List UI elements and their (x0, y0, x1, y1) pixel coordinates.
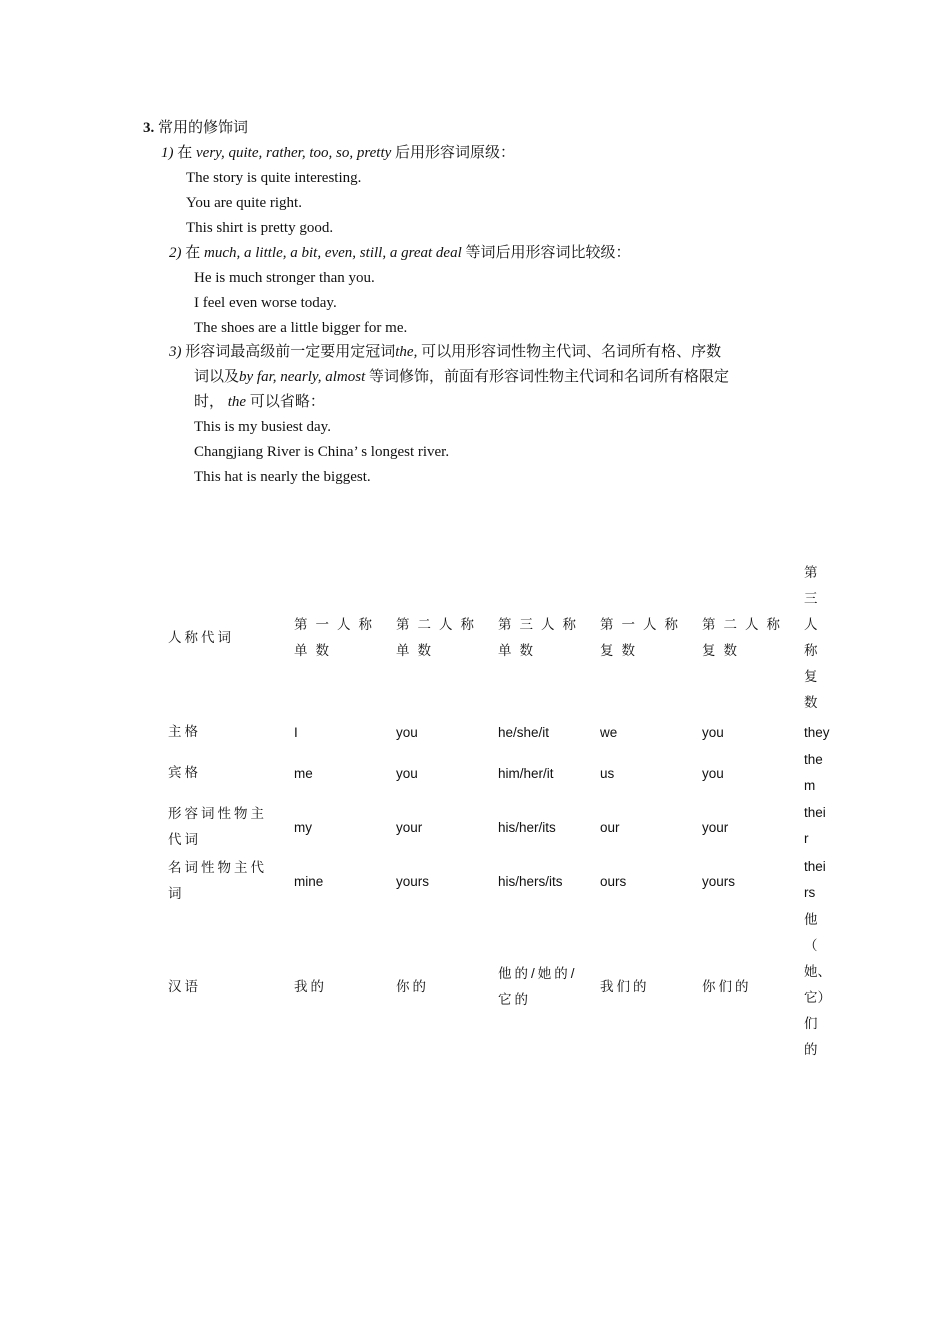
example-sentence: He is much stronger than you. (194, 270, 375, 286)
table-cell: I (294, 725, 298, 740)
item-3-text: 等词修饰，前面有形容词性物主代词和名词所有格限定 (369, 369, 730, 385)
item-3-words: by far, nearly, almost (239, 369, 366, 385)
table-cell-last-column: the m (804, 752, 823, 793)
item-3-text: 词以及 (194, 369, 240, 385)
table-corner-label: 人称代词 (168, 630, 234, 645)
table-cell: me (294, 766, 313, 781)
example-sentence: The shoes are a little bigger for me. (194, 320, 408, 336)
example-sentence: The story is quite interesting. (186, 170, 362, 186)
table-cell-last-column: they (804, 725, 830, 740)
table-cell: your (702, 820, 729, 835)
item-2-lead: 在 (185, 245, 201, 261)
table-cell-last-column: 他 （ 她、 它） 们 的 (804, 912, 831, 1057)
item-3-text: 可以省略： (249, 394, 325, 410)
example-sentence: This shirt is pretty good. (186, 220, 334, 236)
item-1-number: 1) (161, 145, 174, 161)
table-cell: yours (702, 874, 736, 889)
item-3-article: the (227, 394, 247, 410)
example-sentence: Changjiang River is China’ s longest river. (194, 444, 450, 460)
table-cell: you (702, 766, 724, 781)
table-row-label: 主格 (168, 724, 201, 739)
table-column-header: 第三人称 单数 (498, 617, 584, 658)
table-row-label: 形容词性物主 代词 (168, 806, 267, 847)
table-cell: our (600, 820, 620, 835)
table-column-header: 第二人称 单数 (396, 617, 482, 658)
table-column-header: 第一人称 复数 (600, 617, 686, 658)
table-column-header: 第一人称 单数 (294, 617, 380, 658)
item-3-text: 形容词最高级前一定要用定冠词 (185, 344, 396, 360)
section-number: 3. (143, 120, 155, 136)
table-cell: 我的 (294, 979, 327, 994)
example-sentence: This hat is nearly the biggest. (194, 469, 371, 485)
table-cell: we (600, 725, 618, 740)
table-cell-last-column: thei rs (804, 859, 826, 900)
table-cell: 你的 (396, 979, 429, 994)
table-cell: yours (396, 874, 430, 889)
item-1-lead: 在 (177, 145, 193, 161)
example-sentence: This is my busiest day. (194, 419, 331, 435)
table-cell: you (396, 725, 418, 740)
table-row-label: 汉语 (168, 979, 201, 994)
table-cell: you (702, 725, 724, 740)
table-cell: you (396, 766, 418, 781)
table-cell: he/she/it (498, 725, 550, 740)
section-heading (143, 118, 248, 138)
item-3-rule-line-1 (169, 342, 721, 362)
table-cell: us (600, 766, 615, 781)
item-3-number: 3) (169, 344, 182, 360)
item-2-words: much, a little, a bit, even, still, a great deal (204, 245, 462, 261)
table-cell-last-column: thei r (804, 805, 826, 846)
item-1-rule (161, 143, 515, 163)
item-2-rule (169, 243, 631, 263)
item-1-tail: 后用形容词原级： (395, 145, 516, 161)
example-sentence: You are quite right. (186, 195, 302, 211)
table-cell: 他的/她的/ 它的 (498, 966, 578, 1007)
item-2-number: 2) (169, 245, 182, 261)
table-row-label: 宾格 (168, 765, 201, 780)
table-cell: him/her/it (498, 766, 554, 781)
table-cell: his/hers/its (498, 874, 563, 889)
table-column-header: 第二人称 复数 (702, 617, 788, 658)
item-3-article: the, (395, 344, 418, 360)
item-2-tail: 等词后用形容词比较级： (465, 245, 631, 261)
table-cell: 你们的 (702, 979, 752, 994)
table-cell: mine (294, 874, 324, 889)
table-cell: ours (600, 874, 627, 889)
item-3-text: 可以用形容词性物主代词、名词所有格、序数 (421, 344, 722, 360)
table-cell: my (294, 820, 312, 835)
table-cell: his/her/its (498, 820, 556, 835)
table-column-header: 第 三 人 称 复 数 (804, 565, 818, 710)
item-3-rule-line-3 (194, 392, 325, 412)
section-title: 常用的修饰词 (158, 120, 249, 136)
item-1-words: very, quite, rather, too, so, pretty (196, 145, 392, 161)
table-row-label: 名词性物主代 词 (168, 860, 267, 901)
item-3-text: 时， (194, 394, 225, 410)
example-sentence: I feel even worse today. (194, 295, 337, 311)
item-3-rule-line-2 (194, 367, 729, 387)
table-cell: your (396, 820, 423, 835)
table-cell: 我们的 (600, 979, 650, 994)
